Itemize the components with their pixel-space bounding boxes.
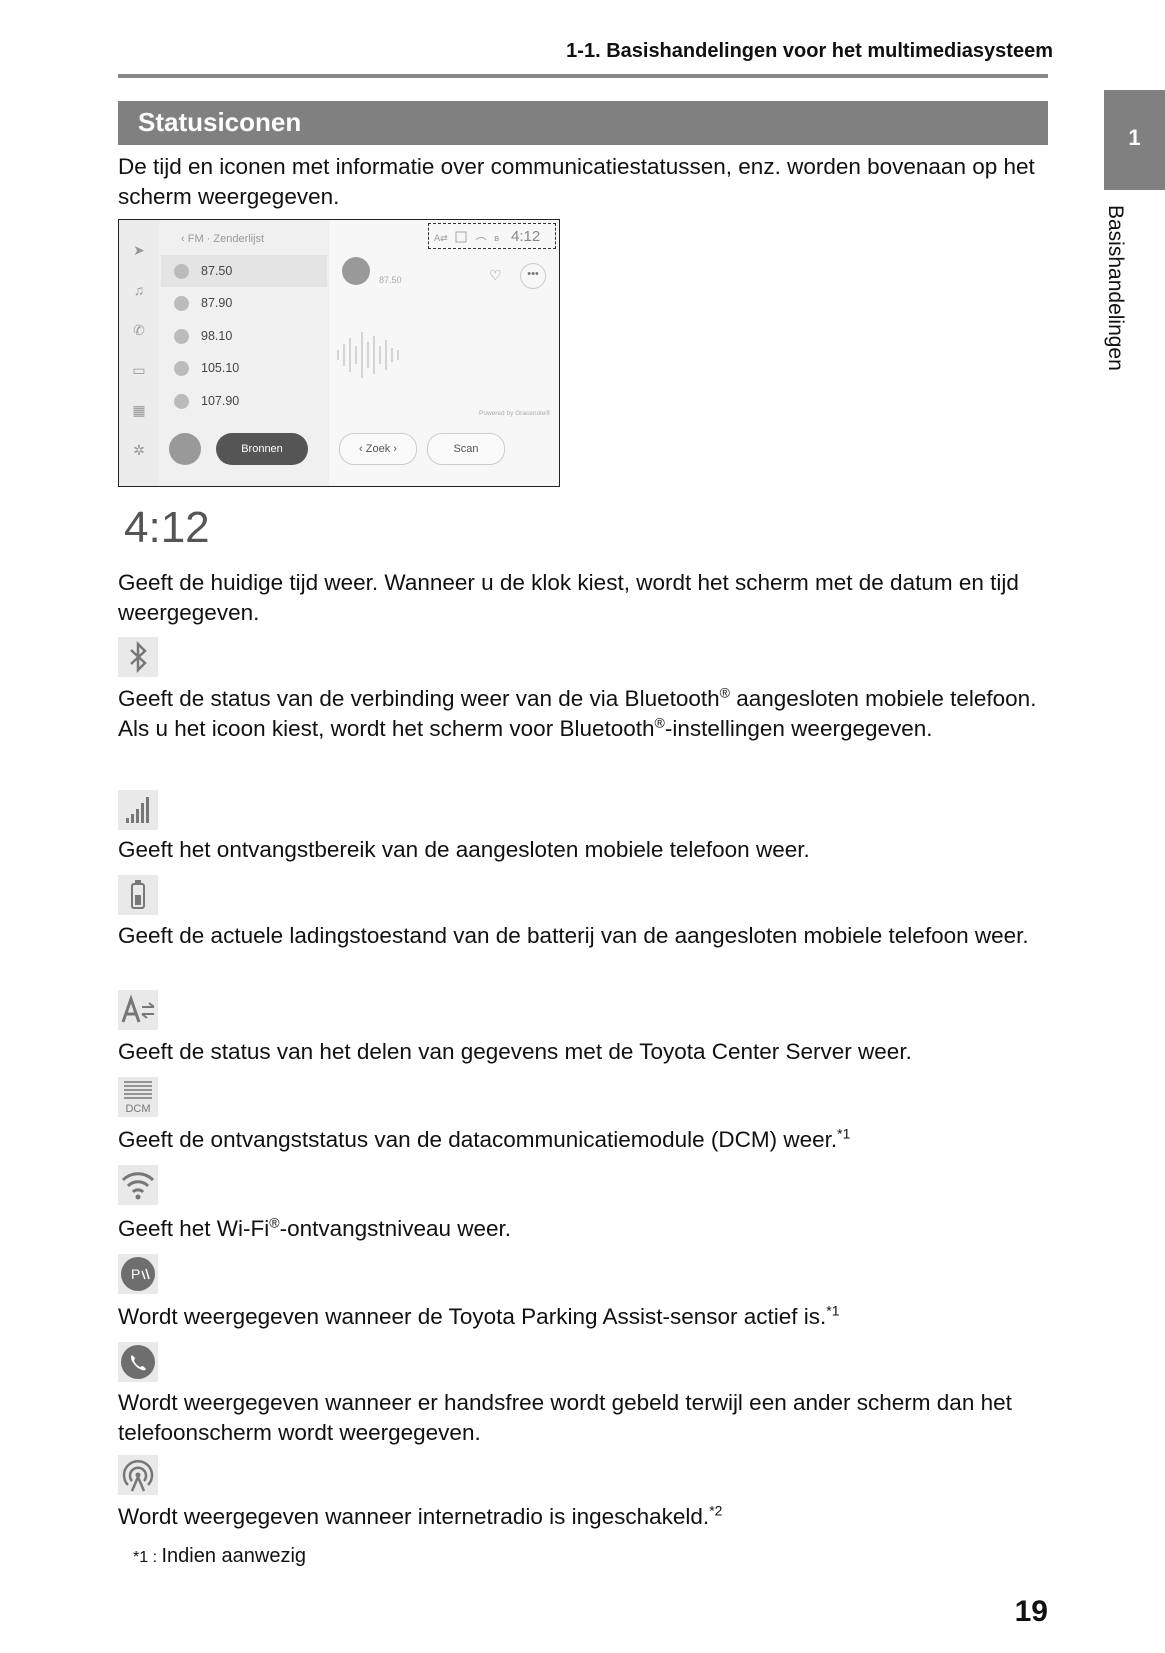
radio-station-icon — [174, 296, 189, 311]
parking-assist-description: Wordt weergegeven wanneer de Toyota Parking Assist-sensor actief is.$^{*1}$ — [118, 1302, 840, 1329]
more-options-icon: ••• — [520, 263, 546, 289]
settings-icon: ✲ — [133, 442, 145, 458]
waveform-graphic — [334, 330, 404, 380]
bluetooth-icon — [118, 637, 158, 677]
data-sharing-icon — [118, 990, 158, 1030]
dcm-description: Geeft de ontvangststatus van de datacommunicatiemodule (DCM) weer.$^{*1}$ — [118, 1125, 851, 1152]
car-icon: ▭ — [132, 362, 146, 378]
data-sharing-description: Geeft de status van het delen van gegevens met de Toyota Center Server weer. — [118, 1039, 912, 1064]
chapter-number: 1 — [1128, 125, 1141, 150]
signal-description: Geeft het ontvangstbereik van de aangesloten mobiele telefoon weer. — [118, 837, 810, 862]
breadcrumb: ‹ FM · Zenderlijst — [181, 233, 265, 245]
station-logo-icon — [342, 257, 370, 285]
apps-icon: ▦ — [132, 402, 146, 418]
intro-paragraph: De tijd en iconen met informatie over communicatiestatussen, enz. worden bovenaan op het scherm weergegeven. — [118, 154, 1035, 209]
footnote: *1 : Indien aanwezig — [133, 1545, 307, 1567]
radio-station-icon — [174, 361, 189, 376]
bluetooth-description: Geeft de status van de verbinding weer van de via Bluetooth® aangesloten mobiele telefoon. Als u het icoon kiest, wordt het scherm voor Bluetooth®-instellingen weergegeven. — [118, 684, 1037, 741]
radio-station-icon — [174, 264, 189, 279]
parking-assist-icon — [118, 1254, 158, 1294]
clock-description: Geeft de huidige tijd weer. Wanneer u de klok kiest, wordt het scherm met de datum en tijd weergegeven. — [118, 570, 1019, 625]
station-row: 87.50 — [161, 255, 327, 287]
internet-radio-description: Wordt weergegeven wanneer internetradio is ingeschakeld.$^{*2}$ — [118, 1502, 723, 1529]
wifi-icon — [118, 1165, 158, 1205]
navigation-icon: ➤ — [133, 242, 145, 258]
signal-strength-icon — [118, 790, 158, 830]
radio-station-icon — [174, 394, 189, 409]
phone-icon: ✆ — [133, 322, 145, 338]
clock-sample: 4:12 — [124, 503, 210, 552]
status-clock: 4:12 — [511, 228, 541, 245]
zoek-button: ‹ Zoek › — [339, 433, 417, 465]
battery-description: Geeft de actuele ladingstoestand van de batterij van de aangesloten mobiele telefoon weer. — [118, 923, 1029, 948]
status-icons-row — [434, 230, 508, 244]
dcm-icon — [118, 1077, 158, 1117]
bronnen-button: Bronnen — [216, 433, 308, 465]
handsfree-call-icon — [118, 1342, 158, 1382]
page-number: 19 — [1014, 1595, 1048, 1628]
station-row: 105.10 — [161, 352, 327, 384]
svg-text:P: P — [131, 1266, 141, 1282]
microphone-icon — [169, 433, 201, 465]
station-row: 87.90 — [161, 287, 327, 319]
now-playing-frequency: 87.50 — [379, 275, 402, 285]
internet-radio-icon — [118, 1455, 158, 1495]
chapter-side-label: Basishandelingen — [1104, 205, 1127, 371]
station-row: 98.10 — [161, 320, 327, 352]
scan-button: Scan — [427, 433, 505, 465]
battery-icon — [118, 875, 158, 915]
svg-text:DCM: DCM — [125, 1103, 151, 1115]
multimedia-screenshot — [118, 219, 560, 487]
powered-by-label: Powered by Gracenote® — [479, 410, 551, 417]
header-rule — [118, 74, 1048, 78]
section-title: Statusiconen — [138, 107, 302, 137]
svg-text:A⇄: A⇄ — [434, 234, 448, 244]
station-row: 107.90 — [161, 385, 327, 417]
handsfree-description: Wordt weergegeven wanneer er handsfree wordt gebeld terwijl een ander scherm dan het telefoonscherm wordt weergegeven. — [118, 1390, 1012, 1445]
favorite-icon: ♡ — [489, 267, 502, 283]
music-icon: ♫ — [133, 282, 145, 298]
wifi-description: Geeft het Wi-Fi®-ontvangstniveau weer. — [118, 1214, 512, 1241]
svg-text:ʙ: ʙ — [494, 234, 500, 244]
running-header: 1-1. Basishandelingen voor het multimediasysteem — [566, 40, 1053, 62]
radio-station-icon — [174, 329, 189, 344]
